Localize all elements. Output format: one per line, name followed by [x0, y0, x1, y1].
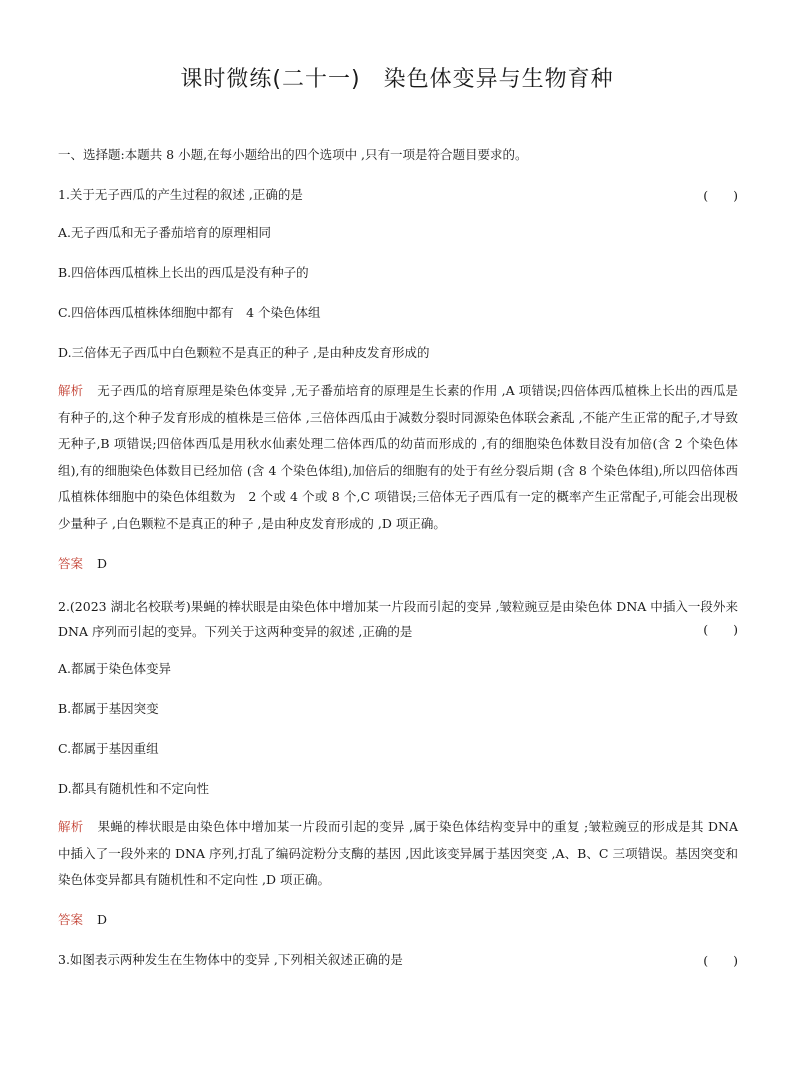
q2-answer-label: 答案	[58, 912, 84, 927]
q1-option-d: D.三倍体无子西瓜中白色颗粒不是真正的种子 ,是由种皮发育形成的	[58, 345, 430, 360]
q1-analysis-label: 解析	[58, 383, 84, 398]
q1-analysis	[58, 378, 738, 537]
q1-answer-label: 答案	[58, 556, 84, 571]
q1-analysis-text: 无子西瓜的培育原理是染色体变异 ,无子番茄培育的原理是生长素的作用 ,A 项错误;四倍体西瓜植株上长出的西瓜是有种子的,这个种子发育形成的植株是三倍体 ,三倍体西瓜由于减数分裂时同源染色体联会紊乱 ,不能产生正常的配子,才导致无种子,B 项错误;四倍体西瓜是用秋水仙素处理二倍体西瓜的幼苗而形成的 ,有的细胞染色体数目没有加倍(含 2 个染色体组),有的细胞染色体数目已经加倍 (含 4 个染色体组),加倍后的细胞有的处于有丝分裂后期 (含 8 个染色体组),所以四倍体西瓜植株体细胞中的染色体组数为 2 个或 4 个或 8 个,C 项错误;三倍体无子西瓜有一定的概率产生正常配子,可能会出现极少量种子 ,白色颗粒不是真正的种子 ,是由种皮发育形成的 ,D 项正确。	[58, 383, 738, 531]
q2-analysis-text: 果蝇的棒状眼是由染色体中增加某一片段而引起的变异 ,属于染色体结构变异中的重复 ;皱粒豌豆的形成是其 DNA 中插入了一段外来的 DNA 序列,打乱了编码淀粉分支酶的基因 ,因此该变异属于基因突变 ,A、B、C 三项错误。基因突变和染色体变异都具有随机性和不定向性 ,D 项正确。	[58, 819, 738, 887]
q2-analysis-label: 解析	[58, 819, 84, 834]
q1-answer	[58, 555, 107, 573]
q3-stem: 3.如图表示两种发生在生物体中的变异 ,下列相关叙述正确的是	[58, 952, 403, 967]
section-heading: 一、选择题:本题共 8 小题,在每小题给出的四个选项中 ,只有一项是符合题目要求的。	[58, 147, 528, 162]
q1-option-c: C.四倍体西瓜植株体细胞中都有 4 个染色体组	[58, 305, 321, 320]
q2-answer-value: D	[97, 912, 108, 927]
q2-option-d: D.都具有随机性和不定向性	[58, 781, 210, 796]
q1-option-b: B.四倍体西瓜植株上长出的西瓜是没有种子的	[58, 265, 309, 280]
q2-answer	[58, 911, 107, 929]
q2-option-b: B.都属于基因突变	[58, 701, 159, 716]
q2-stem: 2.(2023 湖北名校联考)果蝇的棒状眼是由染色体中增加某一片段而引起的变异 ,皱粒豌豆是由染色体 DNA 中插入一段外来 DNA 序列而引起的变异。下列关于这两种变异的叙述 ,正确的是	[58, 599, 738, 639]
q2-option-c: C.都属于基因重组	[58, 741, 159, 756]
q3-answer-bracket: ( )	[703, 953, 738, 968]
q1-stem: 1.关于无子西瓜的产生过程的叙述 ,正确的是	[58, 187, 303, 202]
q2-option-a: A.都属于染色体变异	[58, 661, 172, 676]
page-title: 课时微练(二十一) 染色体变异与生物育种	[180, 67, 614, 92]
q1-answer-bracket: ( )	[703, 188, 738, 203]
q1-option-a: A.无子西瓜和无子番茄培育的原理相同	[58, 225, 272, 240]
q2-analysis	[58, 814, 738, 894]
q2-answer-bracket: ( )	[703, 622, 738, 637]
q1-answer-value: D	[97, 556, 108, 571]
